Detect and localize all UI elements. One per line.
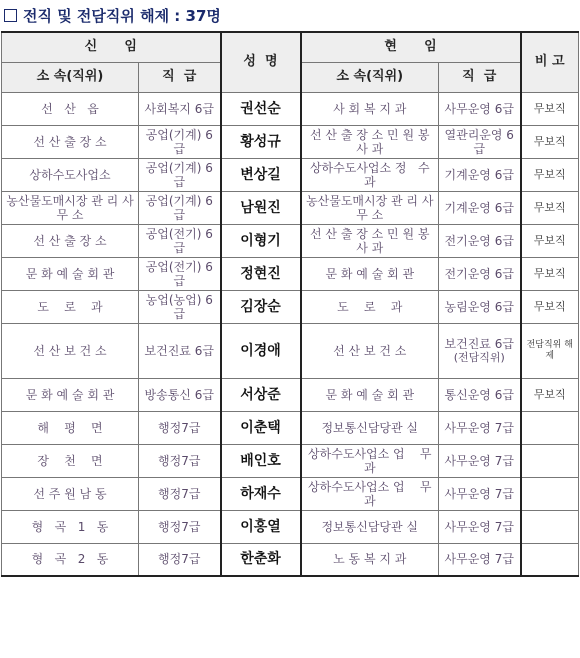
header-new-post: 신 임 bbox=[2, 32, 221, 62]
new-dept-cell: 상하수도사업소 bbox=[2, 158, 139, 191]
name-cell: 이형기 bbox=[221, 224, 301, 257]
header-new-dept: 소 속(직위) bbox=[2, 62, 139, 92]
new-grade-cell: 농업(농업) 6급 bbox=[139, 290, 221, 323]
note-cell bbox=[521, 411, 579, 444]
cur-dept-cell: 문 화 예 술 회 관 bbox=[301, 378, 439, 411]
new-grade-cell: 공업(전기) 6급 bbox=[139, 224, 221, 257]
new-dept-cell: 선 산 보 건 소 bbox=[2, 323, 139, 378]
table-body bbox=[2, 92, 579, 576]
new-grade-cell: 사회복지 6급 bbox=[139, 92, 221, 125]
new-grade-cell: 보건진료 6급 bbox=[139, 323, 221, 378]
note-cell: 무보직 bbox=[521, 257, 579, 290]
new-dept-cell: 선 주 원 남 동 bbox=[2, 477, 139, 510]
new-dept-cell: 문 화 예 술 회 관 bbox=[2, 378, 139, 411]
cur-dept-cell: 선 산 보 건 소 bbox=[301, 323, 439, 378]
new-dept-cell: 해 평 면 bbox=[2, 411, 139, 444]
name-cell: 김장순 bbox=[221, 290, 301, 323]
cur-dept-cell: 농산물도매시장 관 리 사 무 소 bbox=[301, 191, 439, 224]
name-cell: 황성규 bbox=[221, 125, 301, 158]
table-row bbox=[2, 158, 579, 191]
name-cell: 이경애 bbox=[221, 323, 301, 378]
cur-dept-cell: 사 회 복 지 과 bbox=[301, 92, 439, 125]
new-dept-cell: 선 산 출 장 소 bbox=[2, 224, 139, 257]
cur-dept-cell: 선 산 출 장 소 민 원 봉 사 과 bbox=[301, 224, 439, 257]
note-cell bbox=[521, 543, 579, 576]
new-grade-cell: 행정7급 bbox=[139, 510, 221, 543]
name-cell: 정현진 bbox=[221, 257, 301, 290]
new-grade-cell: 공업(기계) 6급 bbox=[139, 158, 221, 191]
cur-grade-cell: 통신운영 6급 bbox=[439, 378, 521, 411]
personnel-table bbox=[1, 31, 579, 577]
table-row bbox=[2, 543, 579, 576]
name-cell: 한춘화 bbox=[221, 543, 301, 576]
table-row bbox=[2, 378, 579, 411]
cur-grade-cell: 사무운영 7급 bbox=[439, 543, 521, 576]
name-cell: 이춘택 bbox=[221, 411, 301, 444]
new-dept-cell: 형 곡 1 동 bbox=[2, 510, 139, 543]
cur-grade-text: 보건진료 6급 bbox=[444, 336, 514, 351]
note-cell: 무보직 bbox=[521, 191, 579, 224]
new-dept-cell: 선 산 읍 bbox=[2, 92, 139, 125]
cur-grade-cell: 사무운영 7급 bbox=[439, 477, 521, 510]
table-row bbox=[2, 323, 579, 378]
new-dept-cell: 문 화 예 술 회 관 bbox=[2, 257, 139, 290]
section-title-text: 전직 및 전담직위 해제 : 37명 bbox=[23, 7, 221, 25]
table-row bbox=[2, 290, 579, 323]
header-row-top bbox=[2, 32, 579, 62]
new-grade-cell: 행정7급 bbox=[139, 477, 221, 510]
cur-grade-cell: 사무운영 7급 bbox=[439, 411, 521, 444]
note-cell: 무보직 bbox=[521, 158, 579, 191]
cur-grade-cell: 사무운영 7급 bbox=[439, 444, 521, 477]
new-dept-cell: 농산물도매시장 관 리 사 무 소 bbox=[2, 191, 139, 224]
table-row bbox=[2, 510, 579, 543]
section-title bbox=[4, 3, 221, 29]
name-cell: 배인호 bbox=[221, 444, 301, 477]
new-grade-cell: 공업(기계) 6급 bbox=[139, 125, 221, 158]
checkbox-square-icon bbox=[4, 9, 17, 22]
new-dept-cell: 선 산 출 장 소 bbox=[2, 125, 139, 158]
table-row bbox=[2, 224, 579, 257]
new-dept-cell: 도 로 과 bbox=[2, 290, 139, 323]
name-cell: 하재수 bbox=[221, 477, 301, 510]
table-row bbox=[2, 257, 579, 290]
new-grade-cell: 행정7급 bbox=[139, 444, 221, 477]
cur-grade-cell: 사무운영 6급 bbox=[439, 92, 521, 125]
name-cell: 권선순 bbox=[221, 92, 301, 125]
header-cur-grade: 직 급 bbox=[439, 62, 521, 92]
new-grade-cell: 행정7급 bbox=[139, 543, 221, 576]
cur-grade-cell: 기계운영 6급 bbox=[439, 191, 521, 224]
new-grade-cell: 방송통신 6급 bbox=[139, 378, 221, 411]
header-current-post: 현 임 bbox=[301, 32, 521, 62]
new-grade-cell: 공업(기계) 6급 bbox=[139, 191, 221, 224]
cur-dept-cell: 정보통신담당관 실 bbox=[301, 510, 439, 543]
header-note: 비 고 bbox=[521, 32, 579, 92]
note-cell: 무보직 bbox=[521, 224, 579, 257]
table-row bbox=[2, 191, 579, 224]
cur-grade-cell: 농림운영 6급 bbox=[439, 290, 521, 323]
note-cell bbox=[521, 510, 579, 543]
cur-dept-cell: 상하수도사업소 업 무 과 bbox=[301, 444, 439, 477]
cur-dept-cell: 선 산 출 장 소 민 원 봉 사 과 bbox=[301, 125, 439, 158]
header-cur-dept: 소 속(직위) bbox=[301, 62, 439, 92]
table-row bbox=[2, 125, 579, 158]
cur-grade-cell: 전기운영 6급 bbox=[439, 224, 521, 257]
new-grade-cell: 행정7급 bbox=[139, 411, 221, 444]
table-row bbox=[2, 92, 579, 125]
table-row bbox=[2, 411, 579, 444]
note-cell bbox=[521, 477, 579, 510]
cur-dept-cell: 문 화 예 술 회 관 bbox=[301, 257, 439, 290]
new-grade-cell: 공업(전기) 6급 bbox=[139, 257, 221, 290]
cur-grade-cell: 사무운영 7급 bbox=[439, 510, 521, 543]
new-dept-cell: 장 천 면 bbox=[2, 444, 139, 477]
note-cell: 무보직 bbox=[521, 92, 579, 125]
note-cell: 무보직 bbox=[521, 125, 579, 158]
cur-dept-cell: 상하수도사업소 업 무 과 bbox=[301, 477, 439, 510]
header-name: 성 명 bbox=[221, 32, 301, 92]
table-row bbox=[2, 477, 579, 510]
note-cell: 전담직위 해제 bbox=[521, 323, 579, 378]
cur-grade-extra: (전담직위) bbox=[453, 350, 505, 364]
cur-dept-cell: 정보통신담당관 실 bbox=[301, 411, 439, 444]
cur-dept-cell: 노 동 복 지 과 bbox=[301, 543, 439, 576]
note-cell bbox=[521, 444, 579, 477]
note-cell: 무보직 bbox=[521, 378, 579, 411]
name-cell: 서상준 bbox=[221, 378, 301, 411]
name-cell: 남원진 bbox=[221, 191, 301, 224]
note-cell: 무보직 bbox=[521, 290, 579, 323]
cur-grade-cell bbox=[439, 323, 521, 378]
name-cell: 변상길 bbox=[221, 158, 301, 191]
header-new-grade: 직 급 bbox=[139, 62, 221, 92]
cur-grade-cell: 기계운영 6급 bbox=[439, 158, 521, 191]
cur-dept-cell: 도 로 과 bbox=[301, 290, 439, 323]
cur-dept-cell: 상하수도사업소 정 수 과 bbox=[301, 158, 439, 191]
cur-grade-cell: 전기운영 6급 bbox=[439, 257, 521, 290]
name-cell: 이홍열 bbox=[221, 510, 301, 543]
new-dept-cell: 형 곡 2 동 bbox=[2, 543, 139, 576]
table-row bbox=[2, 444, 579, 477]
cur-grade-cell: 열관리운영 6급 bbox=[439, 125, 521, 158]
